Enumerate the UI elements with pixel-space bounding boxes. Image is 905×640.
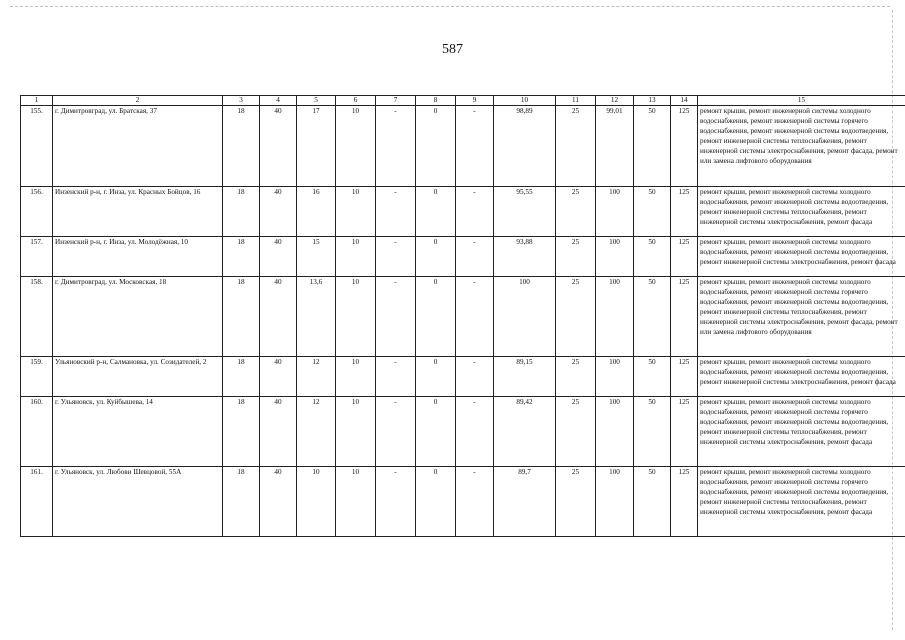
value-cell: 89,15 [494, 357, 556, 397]
value-cell: - [376, 467, 416, 537]
value-cell: 125 [671, 357, 698, 397]
value-cell: - [376, 106, 416, 187]
value-cell: 25 [556, 277, 596, 357]
value-cell: - [376, 357, 416, 397]
column-header: 12 [596, 96, 634, 106]
value-cell: 100 [596, 357, 634, 397]
value-cell: - [376, 187, 416, 237]
value-cell: 0 [416, 187, 456, 237]
value-cell: 10 [336, 237, 376, 277]
works-cell: ремонт крыши, ремонт инженерной системы холодного водоснабжения, ремонт инженерной системы горячего водоснабжения, ремонт инженерной системы водоотведения, ремонт инженерной системы теплоснабжения, ремонт инженерной системы электроснабжения, ремонт фасада, ремонт или замена лифтового оборудования [698, 277, 905, 357]
value-cell: 18 [223, 237, 260, 277]
value-cell: 0 [416, 397, 456, 467]
works-cell: ремонт крыши, ремонт инженерной системы холодного водоснабжения, ремонт инженерной системы горячего водоснабжения, ремонт инженерной системы водоотведения, ремонт инженерной системы теплоснабжения, ремонт инженерной системы электроснабжения, ремонт фасада, ремонт или замена лифтового оборудования [698, 106, 905, 187]
value-cell: 100 [596, 277, 634, 357]
address-cell: г. Димитровград, ул. Братская, 37 [53, 106, 223, 187]
value-cell: 89,7 [494, 467, 556, 537]
value-cell: - [376, 277, 416, 357]
value-cell: 17 [297, 106, 336, 187]
works-cell: ремонт крыши, ремонт инженерной системы холодного водоснабжения, ремонт инженерной системы водоотведения, ремонт инженерной системы электроснабжения, ремонт фасада [698, 237, 905, 277]
value-cell: - [456, 187, 494, 237]
repair-program-table [20, 95, 905, 537]
value-cell: - [456, 467, 494, 537]
table-row [21, 106, 905, 187]
value-cell: 10 [336, 397, 376, 467]
value-cell: 100 [596, 397, 634, 467]
table-row [21, 187, 905, 237]
value-cell: 125 [671, 277, 698, 357]
works-cell: ремонт крыши, ремонт инженерной системы холодного водоснабжения, ремонт инженерной системы горячего водоснабжения, ремонт инженерной системы водоотведения, ремонт инженерной системы теплоснабжения, ремонт инженерной системы электроснабжения, ремонт фасада [698, 397, 905, 467]
value-cell: 10 [336, 277, 376, 357]
address-cell: Ульяновский р-н, Салмановка, ул. Созидателей, 2 [53, 357, 223, 397]
value-cell: 125 [671, 237, 698, 277]
column-header: 1 [21, 96, 53, 106]
value-cell: 89,42 [494, 397, 556, 467]
value-cell: 40 [260, 237, 297, 277]
page-number: 587 [442, 42, 463, 57]
column-header: 11 [556, 96, 596, 106]
address-cell: г. Ульяновск, ул. Куйбышева, 14 [53, 397, 223, 467]
value-cell: 98,89 [494, 106, 556, 187]
value-cell: - [456, 357, 494, 397]
value-cell: 12 [297, 357, 336, 397]
column-header: 6 [336, 96, 376, 106]
row-number-cell: 159. [21, 357, 53, 397]
works-cell: ремонт крыши, ремонт инженерной системы холодного водоснабжения, ремонт инженерной системы горячего водоснабжения, ремонт инженерной системы водоотведения, ремонт инженерной системы теплоснабжения, ремонт инженерной системы электроснабжения, ремонт фасада [698, 467, 905, 537]
works-cell: ремонт крыши, ремонт инженерной системы холодного водоснабжения, ремонт инженерной системы водоотведения, ремонт инженерной системы электроснабжения, ремонт фасада [698, 357, 905, 397]
address-cell: Инзенский р-н, г. Инза, ул. Молодёжная, 10 [53, 237, 223, 277]
value-cell: 40 [260, 106, 297, 187]
value-cell: 125 [671, 467, 698, 537]
value-cell: 125 [671, 187, 698, 237]
value-cell: 100 [494, 277, 556, 357]
value-cell: 18 [223, 467, 260, 537]
value-cell: 18 [223, 397, 260, 467]
value-cell: - [456, 277, 494, 357]
value-cell: 16 [297, 187, 336, 237]
value-cell: 10 [297, 467, 336, 537]
column-header: 7 [376, 96, 416, 106]
value-cell: 0 [416, 357, 456, 397]
column-header: 9 [456, 96, 494, 106]
value-cell: 100 [596, 237, 634, 277]
table-row [21, 237, 905, 277]
value-cell: 18 [223, 277, 260, 357]
value-cell: 10 [336, 187, 376, 237]
column-header: 4 [260, 96, 297, 106]
value-cell: 0 [416, 467, 456, 537]
value-cell: 99,01 [596, 106, 634, 187]
row-number-cell: 160. [21, 397, 53, 467]
value-cell: 50 [634, 187, 671, 237]
row-number-cell: 158. [21, 277, 53, 357]
value-cell: - [456, 237, 494, 277]
address-cell: Инзенский р-н, г. Инза, ул. Красных Бойцов, 16 [53, 187, 223, 237]
value-cell: 18 [223, 357, 260, 397]
column-header: 14 [671, 96, 698, 106]
value-cell: 18 [223, 106, 260, 187]
value-cell: 40 [260, 357, 297, 397]
value-cell: 10 [336, 467, 376, 537]
value-cell: 12 [297, 397, 336, 467]
value-cell: 50 [634, 237, 671, 277]
column-number-row [21, 96, 905, 106]
value-cell: 0 [416, 237, 456, 277]
works-cell: ремонт крыши, ремонт инженерной системы холодного водоснабжения, ремонт инженерной системы водоотведения, ремонт инженерной системы теплоснабжения, ремонт инженерной системы электроснабжения, ремонт фасада [698, 187, 905, 237]
scan-edge-top [10, 6, 890, 7]
column-header: 2 [53, 96, 223, 106]
value-cell: 50 [634, 357, 671, 397]
value-cell: 50 [634, 106, 671, 187]
value-cell: 100 [596, 187, 634, 237]
value-cell: 50 [634, 467, 671, 537]
value-cell: 25 [556, 187, 596, 237]
value-cell: 10 [336, 357, 376, 397]
value-cell: 25 [556, 467, 596, 537]
value-cell: - [456, 106, 494, 187]
column-header: 5 [297, 96, 336, 106]
column-header: 10 [494, 96, 556, 106]
value-cell: 25 [556, 357, 596, 397]
value-cell: 95,55 [494, 187, 556, 237]
value-cell: 18 [223, 187, 260, 237]
table-row [21, 357, 905, 397]
table-row [21, 467, 905, 537]
value-cell: 10 [336, 106, 376, 187]
value-cell: 40 [260, 467, 297, 537]
value-cell: 40 [260, 277, 297, 357]
value-cell: - [376, 237, 416, 277]
address-cell: г. Ульяновск, ул. Любови Шевцовой, 55А [53, 467, 223, 537]
value-cell: 25 [556, 397, 596, 467]
value-cell: 25 [556, 106, 596, 187]
column-header: 8 [416, 96, 456, 106]
address-cell: г. Димитровград, ул. Московская, 18 [53, 277, 223, 357]
value-cell: 13,6 [297, 277, 336, 357]
value-cell: 125 [671, 106, 698, 187]
row-number-cell: 156. [21, 187, 53, 237]
value-cell: 50 [634, 277, 671, 357]
column-header: 13 [634, 96, 671, 106]
value-cell: 0 [416, 106, 456, 187]
row-number-cell: 155. [21, 106, 53, 187]
column-header: 15 [698, 96, 905, 106]
value-cell: 125 [671, 397, 698, 467]
value-cell: 25 [556, 237, 596, 277]
value-cell: 93,88 [494, 237, 556, 277]
value-cell: 40 [260, 187, 297, 237]
value-cell: 15 [297, 237, 336, 277]
value-cell: - [376, 397, 416, 467]
value-cell: 0 [416, 277, 456, 357]
column-header: 3 [223, 96, 260, 106]
value-cell: 100 [596, 467, 634, 537]
table-row [21, 277, 905, 357]
row-number-cell: 157. [21, 237, 53, 277]
table-row [21, 397, 905, 467]
row-number-cell: 161. [21, 467, 53, 537]
value-cell: 50 [634, 397, 671, 467]
value-cell: - [456, 397, 494, 467]
value-cell: 40 [260, 397, 297, 467]
